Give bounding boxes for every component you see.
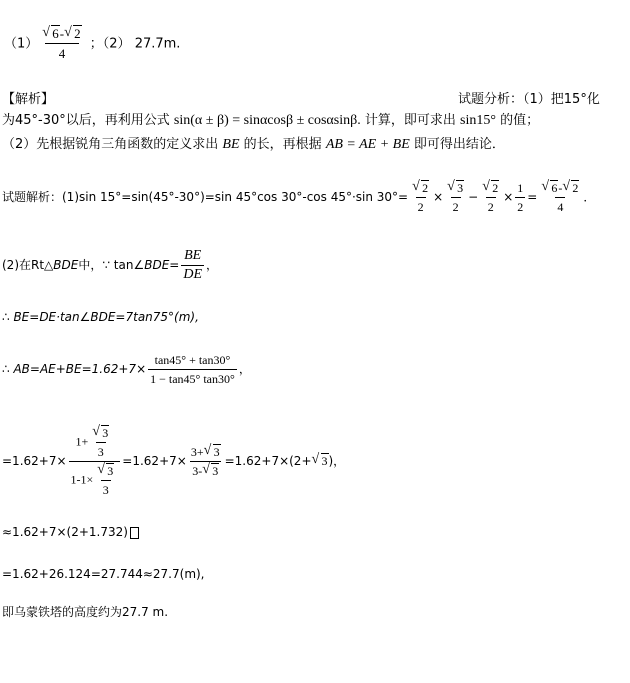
frac-sqrt2-over-2: √ $\frac{2}{2}$: [410, 180, 431, 215]
analysis-lead: 试题分析：（1）把15°化: [458, 92, 600, 107]
sqrt-2: √ 2: [64, 26, 82, 42]
conclusion-line: 即乌蒙铁塔的高度约为27.7 m.: [2, 605, 169, 619]
jiexi-label: 【解析】: [2, 92, 55, 107]
solution-line-3: ∴ BE=DE·tan∠BDE=7tan75°(m),: [2, 310, 199, 324]
frac-complex: 1+ √ $\frac{3}{3}$ 1-1× √ $\frac{3}{3}$: [69, 425, 121, 498]
answer-part2: 27.7m.: [134, 36, 181, 52]
frac-result: √ $\frac{6-√ 2}{4}$: [539, 180, 581, 215]
frac-be-de: $\frac{BE}{DE}$: [183, 248, 203, 282]
solution-line-1: 试题解析：(1)sin 15°=sin(45°-30°)=sin 45°cos 30°-cos 45°·sin 30°= √ $\frac{2}{2}$ × √ $\frac{3}{2}$ − √ $\frac{2}{2}$ × $\frac{1}{2}$ = √ $\frac{6-√ 2}{4}$ ．: [2, 180, 595, 215]
answer-separator: ；（2）: [89, 36, 131, 52]
solution-line-7: =1.62+26.124=27.744≈27.7(m),: [2, 567, 205, 581]
missing-glyph-box: [130, 527, 139, 539]
solution-line-2: (2)在Rt△BDE中，∵ tan∠BDE= $\frac{BE}{DE}$ ，: [2, 248, 219, 282]
sum-formula: sin(α ± β) = sinαcosβ ± cosαsinβ.: [173, 113, 361, 128]
ab-equation: AB = AE + BE: [325, 137, 410, 152]
solution-line-5: =1.62+7× 1+ √ $\frac{3}{3}$ 1-1× √ $\frac{3}{3}$ =1.62+7× $\frac{3+√ 3}{3-√ 3}$ =1.62+7×(2+√ 3)，: [2, 425, 345, 498]
answer-part1-label: （1）: [4, 36, 39, 52]
frac-tan-sum: $\frac{\tan 45^\circ + \tan 30^\circ}{1 - \tan 45^\circ \tan 30^\circ}$: [150, 353, 235, 386]
answer-fraction: √ $\frac{6-√ 2}{4}$: [40, 26, 83, 62]
solution-line-4: ∴ AB=AE+BE=1.62+7× $\frac{\tan 45^\circ + \tan 30^\circ}{1 - \tan 45^\circ \tan 30^\circ}$ ，: [2, 353, 251, 386]
sqrt-6: √ 6: [42, 26, 60, 42]
sqrt-3: √ 3: [312, 453, 329, 469]
frac-3plus-over-3minus: $\frac{3+√ 3}{3-√ 3}$: [189, 444, 223, 479]
frac-1-over-2: $\frac{1}{2}$: [517, 181, 524, 214]
frac-sqrt2-over-2-b: √ $\frac{2}{2}$: [480, 180, 501, 215]
be-symbol: BE: [222, 137, 240, 152]
answer-line: [4, 26, 180, 62]
solution-line-6: ≈1.62+7×(2+1.732): [2, 524, 139, 540]
frac-sqrt3-over-2: √ $\frac{3}{2}$: [445, 180, 466, 215]
analysis-line-3: （2）先根据锐角三角函数的定义求出 BE 的长，再根据 AB = AE + BE 即可得出结论．: [2, 137, 505, 152]
analysis-line-2: 为45°-30°以后，再利用公式 sin(α ± β) = sinαcosβ ± cosαsinβ. 计算，即可求出 sin15° 的值；: [2, 113, 540, 128]
sin15-expression: sin15°: [460, 113, 496, 128]
